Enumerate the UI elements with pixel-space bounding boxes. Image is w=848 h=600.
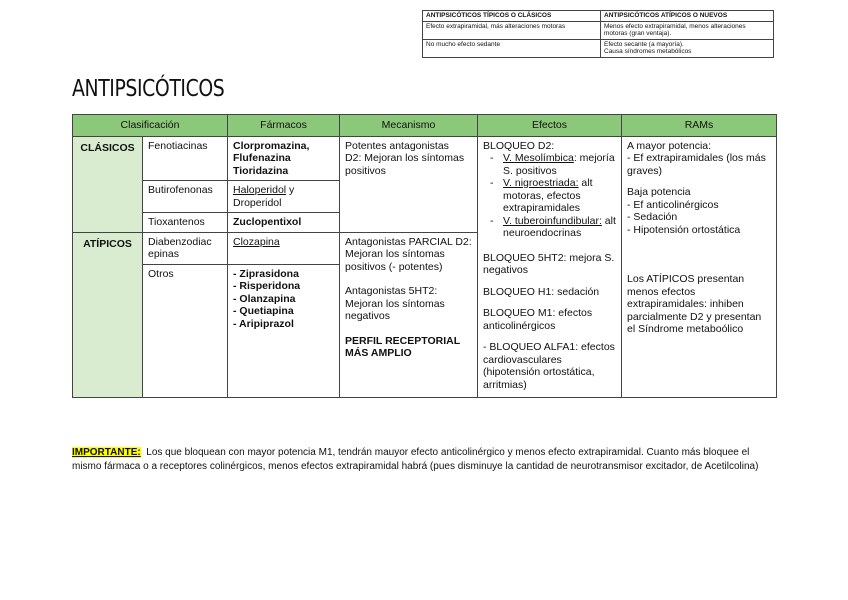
drugs-butirofenonas <box>228 181 340 213</box>
drug-risperidona: - Risperidona <box>233 280 301 292</box>
important-note <box>72 446 778 473</box>
mecanismo-clasicos-l1: Potentes antagonistas <box>345 139 449 152</box>
rams-baja-3: - Hipotensión ortostática <box>627 223 741 236</box>
comparison-table <box>422 10 774 58</box>
mecanismo-clasicos-l2: D2: Mejoran los síntomas positivos <box>345 152 465 177</box>
drug-ziprasidona: - Ziprasidona <box>233 267 299 280</box>
typical-header: ANTIPSICÓTICOS TÍPICOS O CLÁSICOS <box>423 11 601 22</box>
rams-baja-title: Baja potencia <box>627 186 691 198</box>
class-fenotiacinas: Fenotiacinas <box>143 136 228 181</box>
atypical-row-1: Menos efecto extrapiramidal, menos alteraciones motoras (gran ventaja). <box>601 21 774 39</box>
atypical-row-2a: Efecto secante (a mayoría). <box>604 40 684 48</box>
drugs-otros <box>228 264 340 397</box>
important-label: IMPORTANTE: <box>72 447 141 458</box>
list-item: - V. nigroestriada: alt motoras, efectos extrapiramidales <box>503 177 616 215</box>
efectos-cell <box>478 136 622 397</box>
label-atipicos: ATÍPICOS <box>73 232 143 397</box>
efectos-m1: BLOQUEO M1: efectos anticolinérgicos <box>483 307 593 332</box>
efectos-5ht2: BLOQUEO 5HT2: mejora S. negativos <box>483 251 615 276</box>
rams-mayor-title: A mayor potencia: <box>627 139 712 152</box>
mec-atipicos-4: Mejoran los síntomas negativos <box>345 297 445 322</box>
class-otros: Otros <box>143 264 228 397</box>
drug-zuclopentixol: Zuclopentixol <box>228 213 340 233</box>
drug-olanzapina: - Olanzapina <box>233 292 296 305</box>
header-row <box>73 115 777 137</box>
drug-quetiapina: - Quetiapina <box>233 305 294 317</box>
mecanismo-clasicos <box>340 136 478 232</box>
atypical-row-2 <box>601 39 774 57</box>
drug-droperidol: y Droperidol <box>233 184 295 209</box>
header-efectos: Efectos <box>478 115 622 137</box>
rams-cell <box>622 136 777 397</box>
typical-row-2: No mucho efecto sedante <box>423 39 601 57</box>
rams-baja-1: - Ef anticolinérgicos <box>627 198 719 211</box>
header-clasificacion: Clasificación <box>73 115 228 137</box>
mec-atipicos-3: Antagonistas 5HT2: <box>345 285 438 297</box>
drugs-fenotiacinas: Clorpromazina, Flufenazina Tioridazina <box>228 136 340 181</box>
label-clasicos: CLÁSICOS <box>73 136 143 232</box>
antipsychotics-table <box>72 114 777 398</box>
class-butirofenonas: Butirofenonas <box>143 181 228 213</box>
rams-atipicos-note: Los ATÍPICOS presentan menos efectos extrapiramidales: inhiben parcialmente D2 y presentan el Síndrome metaboólico <box>627 273 762 335</box>
efectos-d2-title: BLOQUEO D2: <box>483 139 555 152</box>
rams-mayor-1: - Ef extrapiramidales (los más graves) <box>627 152 766 177</box>
drug-haloperidol: Haloperidol <box>233 184 287 196</box>
drugs-diabenzodiacepinas <box>228 232 340 264</box>
header-rams: RAMs <box>622 115 777 137</box>
list-item: - V. tuberoinfundibular: alt neuroendocrinas <box>503 215 616 240</box>
drug-clozapina: Clozapina <box>233 235 280 248</box>
table-row <box>73 136 777 181</box>
typical-row-1: Efecto extrapiramidal, más alteraciones motoras <box>423 21 601 39</box>
mecanismo-atipicos <box>340 232 478 397</box>
page-title: ANTIPSICÓTICOS <box>72 76 225 102</box>
important-text: Los que bloquean con mayor potencia M1, tendrán mauyor efecto anticolinérgico y menos efecto extrapiramidal. Cuanto más bloquee el mismo fármaca o a receptores colinérgicos, menos efectos extrapiramidal habrá (pues disminuye la cantidad de neurotransmisor excitador, de Acetilcolina) <box>72 447 759 472</box>
efectos-d2-list <box>483 152 616 240</box>
header-mecanismo: Mecanismo <box>340 115 478 137</box>
class-tioxantenos: Tioxantenos <box>143 213 228 233</box>
mec-atipicos-1: Antagonistas PARCIAL D2: <box>345 235 472 248</box>
drug-aripiprazol: - Aripiprazol <box>233 317 294 330</box>
list-item: - V. Mesolímbica: mejoría S. positivos <box>503 152 616 177</box>
rams-baja-2: - Sedación <box>627 211 678 223</box>
mec-atipicos-2: Mejoran los síntomas positivos (- potentes) <box>345 248 445 273</box>
efectos-h1: BLOQUEO H1: sedación <box>483 285 600 298</box>
class-diabenzodiacepinas: Diabenzodiac epinas <box>143 232 228 264</box>
atypical-header: ANTIPSICÓTICOS ATÍPICOS O NUEVOS <box>601 11 774 22</box>
mec-atipicos-5: PERFIL RECEPTORIAL MÁS AMPLIO <box>345 334 460 359</box>
atypical-row-2b: Causa síndromes metabólicos <box>604 48 692 55</box>
header-farmacos: Fármacos <box>228 115 340 137</box>
efectos-alfa1: - BLOQUEO ALFA1: efectos cardiovasculares (hipotensión ortostática, arritmias) <box>483 341 615 391</box>
